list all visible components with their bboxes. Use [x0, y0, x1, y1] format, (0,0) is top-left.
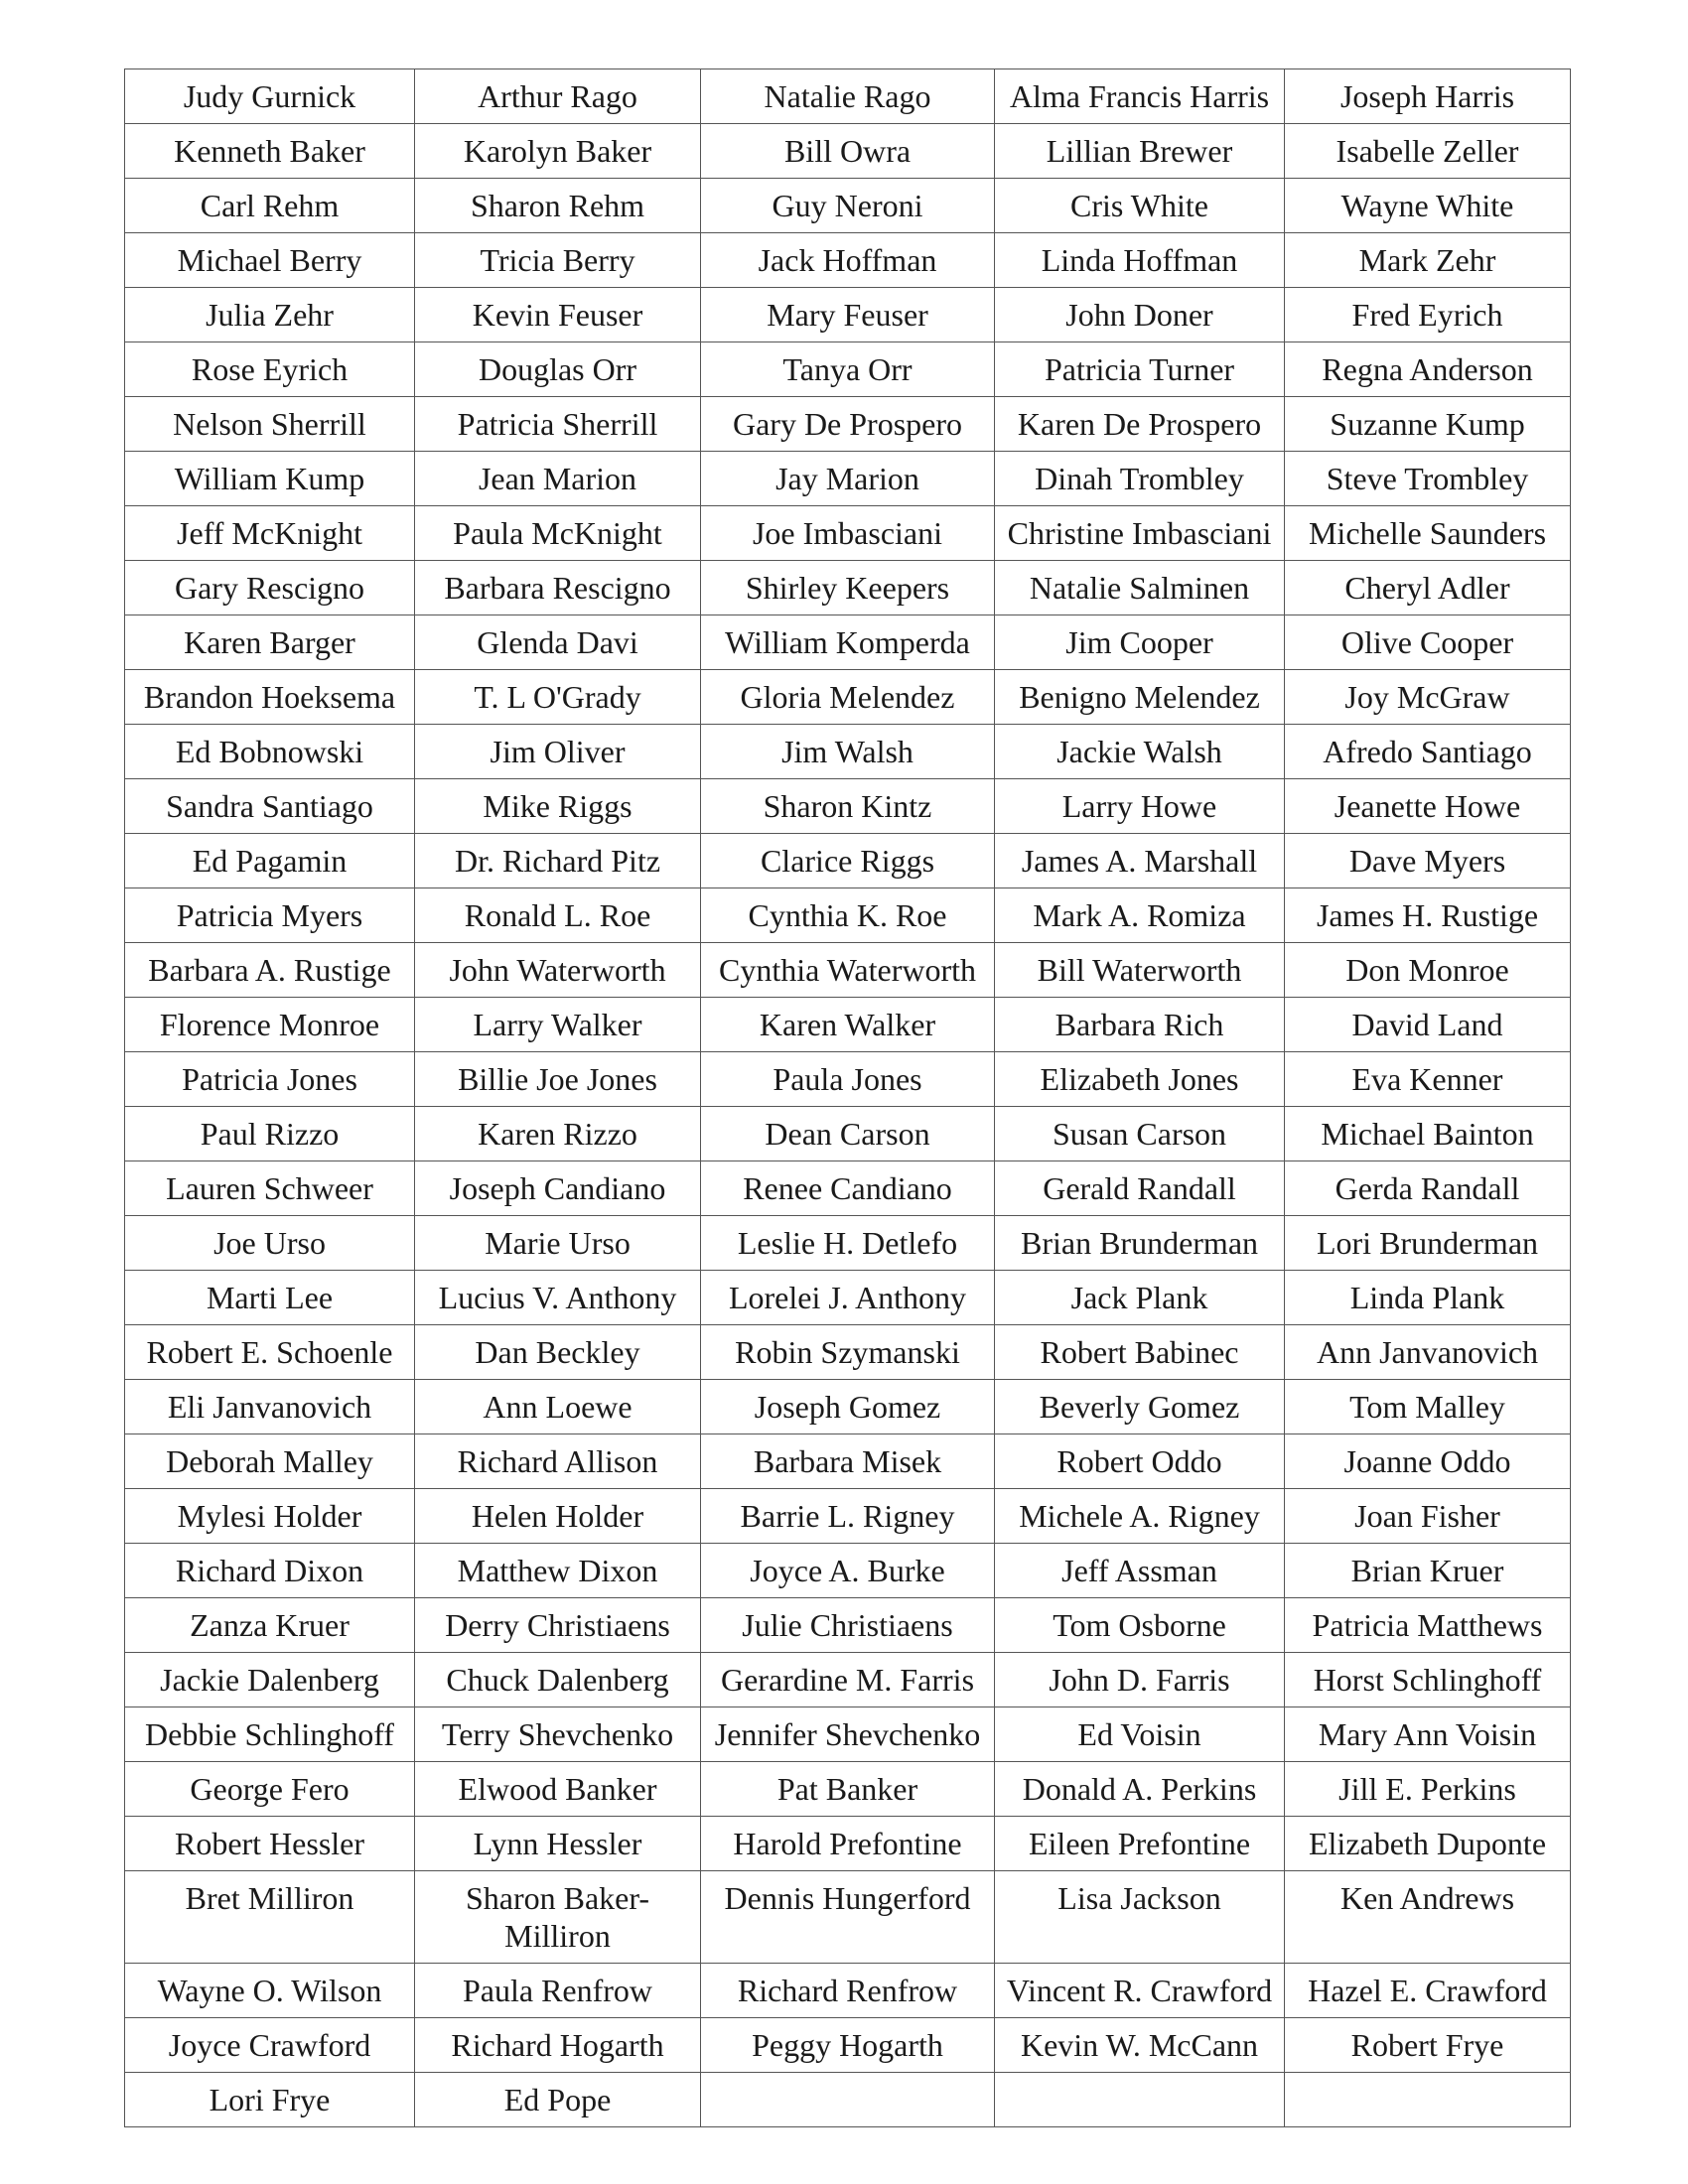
- name-cell: Susan Carson: [995, 1107, 1285, 1161]
- name-cell: Joe Urso: [125, 1216, 415, 1271]
- names-table-body: [125, 69, 1571, 2127]
- name-cell: Jeff Assman: [995, 1544, 1285, 1598]
- table-row: [125, 1964, 1571, 2018]
- table-row: [125, 725, 1571, 779]
- table-row: [125, 124, 1571, 179]
- name-cell: Karen Walker: [701, 998, 995, 1052]
- name-cell: Deborah Malley: [125, 1434, 415, 1489]
- name-cell: Douglas Orr: [415, 342, 701, 397]
- name-cell: Dinah Trombley: [995, 452, 1285, 506]
- name-cell: Isabelle Zeller: [1285, 124, 1571, 179]
- name-cell: Patricia Matthews: [1285, 1598, 1571, 1653]
- table-row: [125, 1871, 1571, 1964]
- name-cell: Eileen Prefontine: [995, 1817, 1285, 1871]
- name-cell: Ed Pope: [415, 2073, 701, 2127]
- name-cell: Lucius V. Anthony: [415, 1271, 701, 1325]
- name-cell: Pat Banker: [701, 1762, 995, 1817]
- name-cell: Fred Eyrich: [1285, 288, 1571, 342]
- name-cell: Renee Candiano: [701, 1161, 995, 1216]
- table-row: [125, 1434, 1571, 1489]
- table-row: [125, 561, 1571, 615]
- name-cell: Jill E. Perkins: [1285, 1762, 1571, 1817]
- name-cell: Jack Hoffman: [701, 233, 995, 288]
- name-cell: Jay Marion: [701, 452, 995, 506]
- name-cell: Bret Milliron: [125, 1871, 415, 1964]
- name-cell: Jim Oliver: [415, 725, 701, 779]
- name-cell: Bill Waterworth: [995, 943, 1285, 998]
- name-cell: Robin Szymanski: [701, 1325, 995, 1380]
- name-cell: Helen Holder: [415, 1489, 701, 1544]
- name-cell: Linda Hoffman: [995, 233, 1285, 288]
- name-cell: Marie Urso: [415, 1216, 701, 1271]
- name-cell: Brian Kruer: [1285, 1544, 1571, 1598]
- name-cell: Glenda Davi: [415, 615, 701, 670]
- name-cell: Paula Jones: [701, 1052, 995, 1107]
- name-cell: Billie Joe Jones: [415, 1052, 701, 1107]
- name-cell: Tricia Berry: [415, 233, 701, 288]
- name-cell: Mary Feuser: [701, 288, 995, 342]
- name-cell: Sandra Santiago: [125, 779, 415, 834]
- name-cell: Sharon Rehm: [415, 179, 701, 233]
- name-cell: Lori Brunderman: [1285, 1216, 1571, 1271]
- name-cell: Sharon Kintz: [701, 779, 995, 834]
- name-cell: Dean Carson: [701, 1107, 995, 1161]
- name-cell: Eva Kenner: [1285, 1052, 1571, 1107]
- name-cell: Michael Bainton: [1285, 1107, 1571, 1161]
- name-cell: Terry Shevchenko: [415, 1707, 701, 1762]
- name-cell: James A. Marshall: [995, 834, 1285, 888]
- name-cell: Carl Rehm: [125, 179, 415, 233]
- name-cell: Matthew Dixon: [415, 1544, 701, 1598]
- table-row: [125, 779, 1571, 834]
- name-cell: Jim Cooper: [995, 615, 1285, 670]
- name-cell: Kevin Feuser: [415, 288, 701, 342]
- name-cell: Nelson Sherrill: [125, 397, 415, 452]
- name-cell: Robert E. Schoenle: [125, 1325, 415, 1380]
- name-cell: Cynthia K. Roe: [701, 888, 995, 943]
- name-cell: Jim Walsh: [701, 725, 995, 779]
- table-row: [125, 615, 1571, 670]
- name-cell: [995, 2073, 1285, 2127]
- name-cell: Lillian Brewer: [995, 124, 1285, 179]
- name-cell: Jennifer Shevchenko: [701, 1707, 995, 1762]
- table-row: [125, 1216, 1571, 1271]
- name-cell: Patricia Turner: [995, 342, 1285, 397]
- table-row: [125, 506, 1571, 561]
- name-cell: Barrie L. Rigney: [701, 1489, 995, 1544]
- name-cell: Derry Christiaens: [415, 1598, 701, 1653]
- name-cell: Natalie Rago: [701, 69, 995, 124]
- name-cell: Beverly Gomez: [995, 1380, 1285, 1434]
- name-cell: Joseph Harris: [1285, 69, 1571, 124]
- name-cell: Lisa Jackson: [995, 1871, 1285, 1964]
- name-cell: Kevin W. McCann: [995, 2018, 1285, 2073]
- name-cell: Karen De Prospero: [995, 397, 1285, 452]
- table-row: [125, 943, 1571, 998]
- table-row: [125, 1762, 1571, 1817]
- name-cell: Kenneth Baker: [125, 124, 415, 179]
- name-cell: Paula Renfrow: [415, 1964, 701, 2018]
- name-cell: Mary Ann Voisin: [1285, 1707, 1571, 1762]
- name-cell: Afredo Santiago: [1285, 725, 1571, 779]
- names-table: [124, 68, 1571, 2127]
- name-cell: Barbara Rich: [995, 998, 1285, 1052]
- name-cell: Tom Malley: [1285, 1380, 1571, 1434]
- name-cell: Barbara A. Rustige: [125, 943, 415, 998]
- name-cell: Larry Walker: [415, 998, 701, 1052]
- table-row: [125, 342, 1571, 397]
- table-row: [125, 1707, 1571, 1762]
- name-cell: Elwood Banker: [415, 1762, 701, 1817]
- table-row: [125, 1107, 1571, 1161]
- name-cell: Ken Andrews: [1285, 1871, 1571, 1964]
- name-cell: Michele A. Rigney: [995, 1489, 1285, 1544]
- name-cell: Robert Hessler: [125, 1817, 415, 1871]
- name-cell: Michelle Saunders: [1285, 506, 1571, 561]
- name-cell: Leslie H. Detlefo: [701, 1216, 995, 1271]
- name-cell: Shirley Keepers: [701, 561, 995, 615]
- name-cell: Joseph Candiano: [415, 1161, 701, 1216]
- name-cell: Richard Allison: [415, 1434, 701, 1489]
- name-cell: Jack Plank: [995, 1271, 1285, 1325]
- table-row: [125, 69, 1571, 124]
- name-cell: David Land: [1285, 998, 1571, 1052]
- name-cell: Patricia Sherrill: [415, 397, 701, 452]
- table-row: [125, 888, 1571, 943]
- name-cell: Paula McKnight: [415, 506, 701, 561]
- name-cell: Jackie Dalenberg: [125, 1653, 415, 1707]
- name-cell: Ed Voisin: [995, 1707, 1285, 1762]
- table-row: [125, 1653, 1571, 1707]
- name-cell: Joseph Gomez: [701, 1380, 995, 1434]
- name-cell: Joy McGraw: [1285, 670, 1571, 725]
- table-row: [125, 1271, 1571, 1325]
- name-cell: Dave Myers: [1285, 834, 1571, 888]
- name-cell: Cheryl Adler: [1285, 561, 1571, 615]
- table-row: [125, 998, 1571, 1052]
- table-row: [125, 2018, 1571, 2073]
- name-cell: Ann Loewe: [415, 1380, 701, 1434]
- name-cell: Tanya Orr: [701, 342, 995, 397]
- name-cell: Cris White: [995, 179, 1285, 233]
- name-cell: Sharon Baker-Milliron: [415, 1871, 701, 1964]
- name-cell: Donald A. Perkins: [995, 1762, 1285, 1817]
- name-cell: John D. Farris: [995, 1653, 1285, 1707]
- name-cell: Mike Riggs: [415, 779, 701, 834]
- name-cell: Guy Neroni: [701, 179, 995, 233]
- name-cell: Peggy Hogarth: [701, 2018, 995, 2073]
- name-cell: Debbie Schlinghoff: [125, 1707, 415, 1762]
- name-cell: James H. Rustige: [1285, 888, 1571, 943]
- name-cell: Judy Gurnick: [125, 69, 415, 124]
- name-cell: Olive Cooper: [1285, 615, 1571, 670]
- name-cell: Brandon Hoeksema: [125, 670, 415, 725]
- name-cell: Chuck Dalenberg: [415, 1653, 701, 1707]
- name-cell: Harold Prefontine: [701, 1817, 995, 1871]
- name-cell: Jeanette Howe: [1285, 779, 1571, 834]
- name-cell: Gerardine M. Farris: [701, 1653, 995, 1707]
- table-row: [125, 179, 1571, 233]
- name-cell: Eli Janvanovich: [125, 1380, 415, 1434]
- name-cell: Michael Berry: [125, 233, 415, 288]
- name-cell: Zanza Kruer: [125, 1598, 415, 1653]
- name-cell: Regna Anderson: [1285, 342, 1571, 397]
- name-cell: Jeff McKnight: [125, 506, 415, 561]
- name-cell: Paul Rizzo: [125, 1107, 415, 1161]
- table-row: [125, 670, 1571, 725]
- name-cell: Mark Zehr: [1285, 233, 1571, 288]
- table-row: [125, 1325, 1571, 1380]
- name-cell: Jackie Walsh: [995, 725, 1285, 779]
- name-cell: Dennis Hungerford: [701, 1871, 995, 1964]
- name-cell: William Komperda: [701, 615, 995, 670]
- name-cell: Lynn Hessler: [415, 1817, 701, 1871]
- name-cell: Bill Owra: [701, 124, 995, 179]
- name-cell: Vincent R. Crawford: [995, 1964, 1285, 2018]
- name-cell: Ann Janvanovich: [1285, 1325, 1571, 1380]
- name-cell: Rose Eyrich: [125, 342, 415, 397]
- name-cell: Richard Hogarth: [415, 2018, 701, 2073]
- name-cell: [1285, 2073, 1571, 2127]
- table-row: [125, 1161, 1571, 1216]
- name-cell: Karen Barger: [125, 615, 415, 670]
- name-cell: Elizabeth Jones: [995, 1052, 1285, 1107]
- table-row: [125, 452, 1571, 506]
- name-cell: Barbara Misek: [701, 1434, 995, 1489]
- table-row: [125, 834, 1571, 888]
- name-cell: Christine Imbasciani: [995, 506, 1285, 561]
- name-cell: Hazel E. Crawford: [1285, 1964, 1571, 2018]
- name-cell: Julia Zehr: [125, 288, 415, 342]
- name-cell: Lauren Schweer: [125, 1161, 415, 1216]
- name-cell: Alma Francis Harris: [995, 69, 1285, 124]
- name-cell: Patricia Jones: [125, 1052, 415, 1107]
- name-cell: Joyce Crawford: [125, 2018, 415, 2073]
- name-cell: Suzanne Kump: [1285, 397, 1571, 452]
- name-cell: Wayne White: [1285, 179, 1571, 233]
- name-cell: [701, 2073, 995, 2127]
- name-cell: Robert Babinec: [995, 1325, 1285, 1380]
- names-document: [124, 68, 1570, 2127]
- name-cell: Cynthia Waterworth: [701, 943, 995, 998]
- name-cell: Tom Osborne: [995, 1598, 1285, 1653]
- name-cell: Joanne Oddo: [1285, 1434, 1571, 1489]
- name-cell: Marti Lee: [125, 1271, 415, 1325]
- name-cell: Patricia Myers: [125, 888, 415, 943]
- name-cell: Arthur Rago: [415, 69, 701, 124]
- name-cell: Joan Fisher: [1285, 1489, 1571, 1544]
- name-cell: John Waterworth: [415, 943, 701, 998]
- name-cell: Natalie Salminen: [995, 561, 1285, 615]
- name-cell: Elizabeth Duponte: [1285, 1817, 1571, 1871]
- name-cell: Lorelei J. Anthony: [701, 1271, 995, 1325]
- name-cell: Florence Monroe: [125, 998, 415, 1052]
- table-row: [125, 1817, 1571, 1871]
- name-cell: Jean Marion: [415, 452, 701, 506]
- name-cell: Ed Pagamin: [125, 834, 415, 888]
- name-cell: Gloria Melendez: [701, 670, 995, 725]
- name-cell: Gerald Randall: [995, 1161, 1285, 1216]
- table-row: [125, 2073, 1571, 2127]
- name-cell: Brian Brunderman: [995, 1216, 1285, 1271]
- name-cell: Joyce A. Burke: [701, 1544, 995, 1598]
- table-row: [125, 1052, 1571, 1107]
- name-cell: Horst Schlinghoff: [1285, 1653, 1571, 1707]
- name-cell: Ronald L. Roe: [415, 888, 701, 943]
- name-cell: Dr. Richard Pitz: [415, 834, 701, 888]
- table-row: [125, 1544, 1571, 1598]
- table-row: [125, 397, 1571, 452]
- name-cell: Richard Dixon: [125, 1544, 415, 1598]
- table-row: [125, 288, 1571, 342]
- name-cell: Benigno Melendez: [995, 670, 1285, 725]
- name-cell: Wayne O. Wilson: [125, 1964, 415, 2018]
- table-row: [125, 1380, 1571, 1434]
- name-cell: Karolyn Baker: [415, 124, 701, 179]
- name-cell: Don Monroe: [1285, 943, 1571, 998]
- table-row: [125, 1598, 1571, 1653]
- name-cell: Gary Rescigno: [125, 561, 415, 615]
- name-cell: Joe Imbasciani: [701, 506, 995, 561]
- name-cell: Karen Rizzo: [415, 1107, 701, 1161]
- name-cell: Ed Bobnowski: [125, 725, 415, 779]
- name-cell: Clarice Riggs: [701, 834, 995, 888]
- name-cell: Linda Plank: [1285, 1271, 1571, 1325]
- name-cell: Gary De Prospero: [701, 397, 995, 452]
- table-row: [125, 1489, 1571, 1544]
- name-cell: John Doner: [995, 288, 1285, 342]
- name-cell: Mylesi Holder: [125, 1489, 415, 1544]
- name-cell: Lori Frye: [125, 2073, 415, 2127]
- name-cell: T. L O'Grady: [415, 670, 701, 725]
- name-cell: Steve Trombley: [1285, 452, 1571, 506]
- name-cell: Gerda Randall: [1285, 1161, 1571, 1216]
- name-cell: Julie Christiaens: [701, 1598, 995, 1653]
- name-cell: Robert Frye: [1285, 2018, 1571, 2073]
- name-cell: Richard Renfrow: [701, 1964, 995, 2018]
- table-row: [125, 233, 1571, 288]
- name-cell: Mark A. Romiza: [995, 888, 1285, 943]
- name-cell: Larry Howe: [995, 779, 1285, 834]
- name-cell: Dan Beckley: [415, 1325, 701, 1380]
- name-cell: Robert Oddo: [995, 1434, 1285, 1489]
- name-cell: George Fero: [125, 1762, 415, 1817]
- name-cell: Barbara Rescigno: [415, 561, 701, 615]
- name-cell: William Kump: [125, 452, 415, 506]
